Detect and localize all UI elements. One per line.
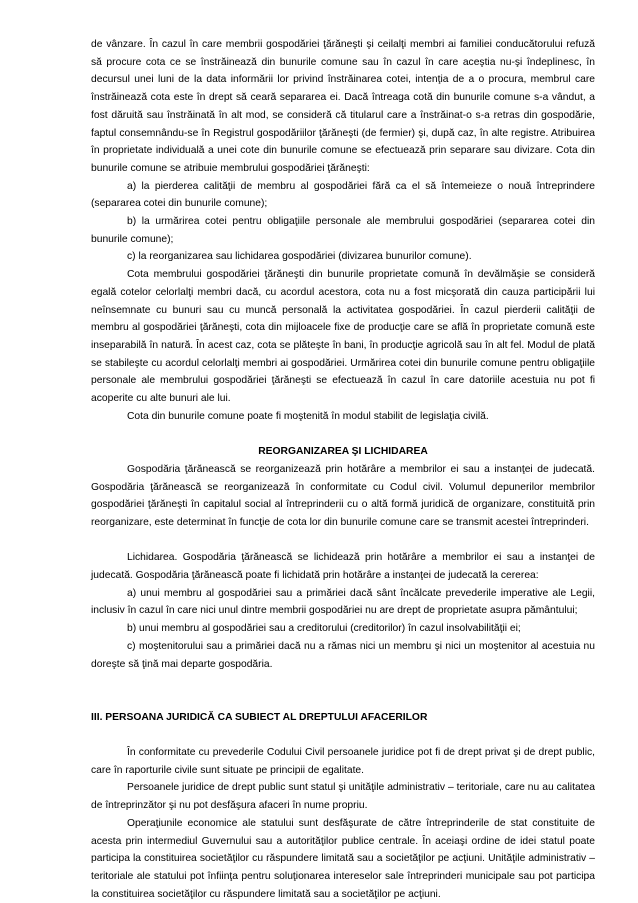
spacer: [91, 532, 595, 550]
paragraph-operatiuni-economice: Operaţiunile economice ale statului sunt desfăşurate de către întreprinderile de stat constituite de acesta prin intermediul Guvernului sau a autorităţilor publice centrale. În aceiaşi ordine de idei statul poate participa la constituirea societăţilor cu răspundere limitată sau a societăţilor pe acţiuni. Unităţile administrativ – teritoriale ale statului pot înfiinţa pentru soluţionarea intereselor sale întreprinderi municipale sau pot participa la constituirea societăţilor cu răspundere limitată sau a societăţilor pe acţiuni.: [91, 817, 595, 900]
paragraph-lichidare: Lichidarea. Gospodăria ţărănească se lichidează prin hotărâre a membrilor ei sau a instanţei de judecată. Gospodăria ţărănească poate fi lichidată prin hotărâre a instanţei de judecată la cererea:: [91, 552, 595, 582]
paragraph-reorganizare: Gospodăria ţărănească se reorganizează prin hotărâre a membrilor ei sau a instanţei de judecată. Gospodăria ţărănească se reorganizează în conformitate cu Codul civil. Volumul depunerilor membrilor gospodăriei ţărăneşti în capitalul social al întreprinderii cu o altă formă juridică de organizare, constituită prin reorganizare, este determinat în funcţie de cota lor din bunurile comune care se transmit acestei întreprinderi.: [91, 463, 595, 528]
list-item-lichidare-b: b) unui membru al gospodăriei sau a creditorului (creditorilor) în cazul insolvabilităţii ei;: [127, 623, 521, 635]
paragraph-cota-membru: Cota membrului gospodăriei ţărăneşti din bunurile proprietate comună în devălmăşie se consideră egală cotelor celorlalţi membri dacă, cu acordul acestora, cota nu a fost micşorată din cauza participării lui neînsemnate cu bunuri sau cu muncă personală la activitatea gospodăriei. În cazul pierderii calităţii de membru al gospodăriei ţărăneşti, cota din mijloacele fixe de producţie care se află în proprietate comună este inseparabilă în natură. În acest caz, cota se plăteşte în bani, în producţie agricolă sau în alt fel. Modul de plată se stabileşte cu acordul celorlalţi membri ai gospodăriei. Urmărirea cotei din bunurile comune pentru obligaţiile personale ale membrului gospodăriei ţărăneşti se efectuează în cazul în care datoriile acestuia nu pot fi acoperite cu alte bunuri ale lui.: [91, 269, 595, 405]
list-item-c: c) la reorganizarea sau lichidarea gospodăriei (divizarea bunurilor comune).: [127, 251, 472, 263]
heading-reorganizare: REORGANIZAREA ŞI LICHIDAREA: [258, 446, 428, 458]
list-item-lichidare-c: c) moştenitorului sau a primăriei dacă nu a rămas nici un membru şi nici un moştenitor al acestuia nu doreşte să ţină mai departe gospodăria.: [91, 640, 595, 670]
section-title: III. PERSOANA JURIDICĂ CA SUBIECT AL DREPTULUI AFACERILOR: [91, 711, 428, 723]
spacer: [91, 673, 595, 691]
paragraph-mostenire: Cota din bunurile comune poate fi moştenită în modul stabilit de legislaţia civilă.: [127, 410, 489, 422]
spacer: [91, 726, 595, 744]
paragraph-drept-public: Persoanele juridice de drept public sunt statul şi unităţile administrativ – teritoriale, care nu au calitatea de întreprinzător şi nu pot desfăşura afaceri în nume propriu.: [91, 782, 595, 812]
paragraph-codul-civil: În conformitate cu prevederile Codului Civil persoanele juridice pot fi de drept privat şi de drept public, care în raporturile civile sunt situate pe principii de egalitate.: [91, 747, 595, 776]
spacer: [91, 425, 595, 443]
list-item-a: a) la pierderea calităţii de membru al gospodăriei fără ca el să întemeieze o nouă întreprindere (separarea cotei din bunurile comune);: [91, 180, 595, 210]
list-item-b: b) la urmărirea cotei pentru obligaţiile personale ale membrului gospodăriei (separarea cotei din bunurile comune);: [91, 216, 595, 245]
spacer: [91, 691, 595, 709]
list-item-lichidare-a: a) unui membru al gospodăriei sau a primăriei dacă sânt încălcate prevederile imperative ale Legii, inclusiv în cazul în care nici unul dintre membrii gospodăriei nu are drept de proprietate asupra pământului;: [91, 587, 595, 617]
paragraph-cota-intro: de vânzare. În cazul în care membrii gospodăriei ţărăneşti şi ceilalţi membri ai familiei conducătorului refuză să procure cota ce se înstrăinează din bunurile comune sau în cazul în care aceştia nu-şi îndeplinesc, în decursul unei luni de la data informării lor privind înstrăinarea cotei, intenţia de a o procura, membrul care înstrăinează cota este în drept să ceară separarea ei. Dacă întreaga cotă din bunurile comune s-a vândut, a fost dăruită sau înstrăinată în alt mod, se consideră că titularul care a înstrăinat-o s-a retras din gospodărie, faptul consemnându-se în Registrul gospodăriilor ţărăneşti (de fermier) şi, după caz, în alte registre. Atribuirea în proprietate individuală a unei cote din bunurile comune se efectuează prin separare sau divizare. Cota din bunurile comune se atribuie membrului gospodăriei ţărăneşti:: [91, 39, 595, 174]
